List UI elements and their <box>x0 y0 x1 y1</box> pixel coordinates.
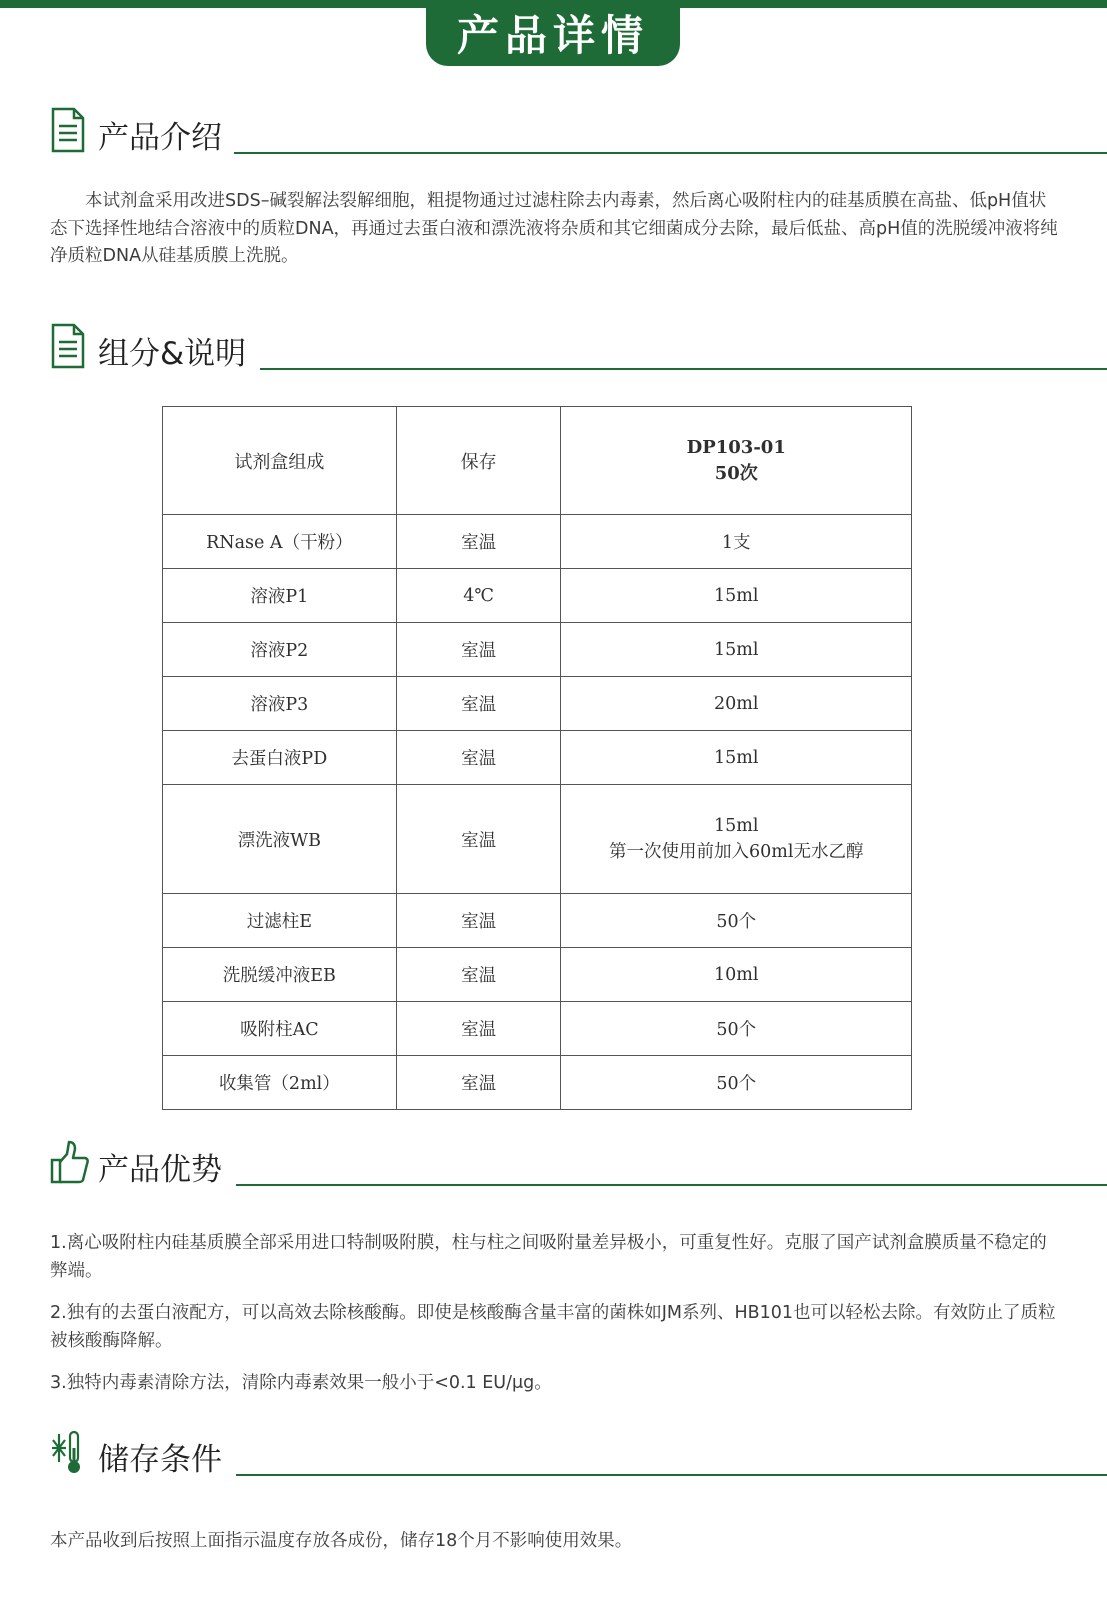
section-components-title: 组分&说明 <box>98 336 247 372</box>
header-tab-title: 产品详情 <box>456 11 649 60</box>
components-table <box>162 406 912 1110</box>
section-divider <box>236 1474 1107 1476</box>
table-row <box>163 785 912 894</box>
section-divider <box>260 368 1107 370</box>
cell-amount: 10ml <box>561 948 912 1002</box>
section-components-header <box>50 322 1107 374</box>
table-row <box>163 515 912 569</box>
table-row <box>163 677 912 731</box>
cell-storage: 室温 <box>396 623 561 677</box>
section-intro-header <box>50 106 1107 158</box>
header-tab <box>426 0 680 66</box>
cell-name: 收集管（2ml） <box>163 1056 397 1110</box>
header-cell-composition: 试剂盒组成 <box>163 407 397 515</box>
header-cell-spec <box>561 407 912 515</box>
section-divider <box>236 1184 1107 1186</box>
table-row <box>163 731 912 785</box>
advantage-item-2: 2.独有的去蛋白液配方，可以高效去除核酸酶。即使是核酸酶含量丰富的菌株如JM系列、HB101也可以轻松去除。有效防止了质粒被核酸酶降解。 <box>50 1303 1056 1351</box>
advantage-item-3: 3.独特内毒素清除方法，清除内毒素效果一般小于<0.1 EU/μg。 <box>50 1373 552 1393</box>
cell-name: 漂洗液WB <box>163 785 397 894</box>
cell-amount: 50个 <box>561 1002 912 1056</box>
cell-name: 洗脱缓冲液EB <box>163 948 397 1002</box>
cell-storage: 室温 <box>396 785 561 894</box>
header-spec-count: 50次 <box>714 462 758 484</box>
cell-amount: 20ml <box>561 677 912 731</box>
cell-storage: 室温 <box>396 731 561 785</box>
cell-storage: 室温 <box>396 1056 561 1110</box>
header-cell-storage: 保存 <box>396 407 561 515</box>
cell-name: 溶液P1 <box>163 569 397 623</box>
cell-storage: 室温 <box>396 677 561 731</box>
cell-amount <box>561 785 912 894</box>
table-row <box>163 623 912 677</box>
section-storage-title: 储存条件 <box>98 1442 222 1478</box>
thermometer-snowflake-icon <box>50 1428 86 1476</box>
cell-amount: 15ml <box>561 731 912 785</box>
table-row <box>163 569 912 623</box>
cell-storage: 室温 <box>396 894 561 948</box>
cell-amount: 1支 <box>561 515 912 569</box>
cell-amount: 50个 <box>561 894 912 948</box>
table-row <box>163 894 912 948</box>
intro-paragraph: 本试剂盒采用改进SDS–碱裂解法裂解细胞，粗提物通过过滤柱除去内毒素，然后离心吸附柱内的硅基质膜在高盐、低pH值状态下选择性地结合溶液中的质粒DNA，再通过去蛋白液和漂洗液将杂质和其它细菌成分去除，最后低盐、高pH值的洗脱缓冲液将纯净质粒DNA从硅基质膜上洗脱。 <box>50 191 1058 266</box>
cell-storage: 4℃ <box>396 569 561 623</box>
cell-storage: 室温 <box>396 515 561 569</box>
table-row <box>163 1056 912 1110</box>
thumbs-up-icon <box>50 1138 90 1186</box>
table-row <box>163 1002 912 1056</box>
cell-name: 去蛋白液PD <box>163 731 397 785</box>
cell-amount: 15ml <box>561 569 912 623</box>
cell-amount-value: 15ml <box>714 816 759 836</box>
section-advantages-header <box>50 1138 1107 1190</box>
section-intro-title: 产品介绍 <box>98 120 222 156</box>
cell-storage: 室温 <box>396 948 561 1002</box>
header-spec-code: DP103-01 <box>686 436 786 458</box>
section-divider <box>234 152 1107 154</box>
document-icon <box>50 322 86 370</box>
cell-storage: 室温 <box>396 1002 561 1056</box>
section-storage-header <box>50 1428 1107 1480</box>
cell-name: RNase A（干粉） <box>163 515 397 569</box>
cell-name: 吸附柱AC <box>163 1002 397 1056</box>
document-icon <box>50 106 86 154</box>
cell-name: 溶液P3 <box>163 677 397 731</box>
advantage-item-1: 1.离心吸附柱内硅基质膜全部采用进口特制吸附膜，柱与柱之间吸附量差异极小，可重复性好。克服了国产试剂盒膜质量不稳定的弊端。 <box>50 1233 1047 1281</box>
table-row <box>163 948 912 1002</box>
cell-amount: 50个 <box>561 1056 912 1110</box>
section-advantages-title: 产品优势 <box>98 1152 222 1188</box>
cell-amount: 15ml <box>561 623 912 677</box>
cell-amount-note: 第一次使用前加入60ml无水乙醇 <box>609 842 864 862</box>
storage-paragraph: 本产品收到后按照上面指示温度存放各成份，储存18个月不影响使用效果。 <box>50 1531 633 1551</box>
cell-name: 溶液P2 <box>163 623 397 677</box>
cell-name: 过滤柱E <box>163 894 397 948</box>
table-header-row <box>163 407 912 515</box>
